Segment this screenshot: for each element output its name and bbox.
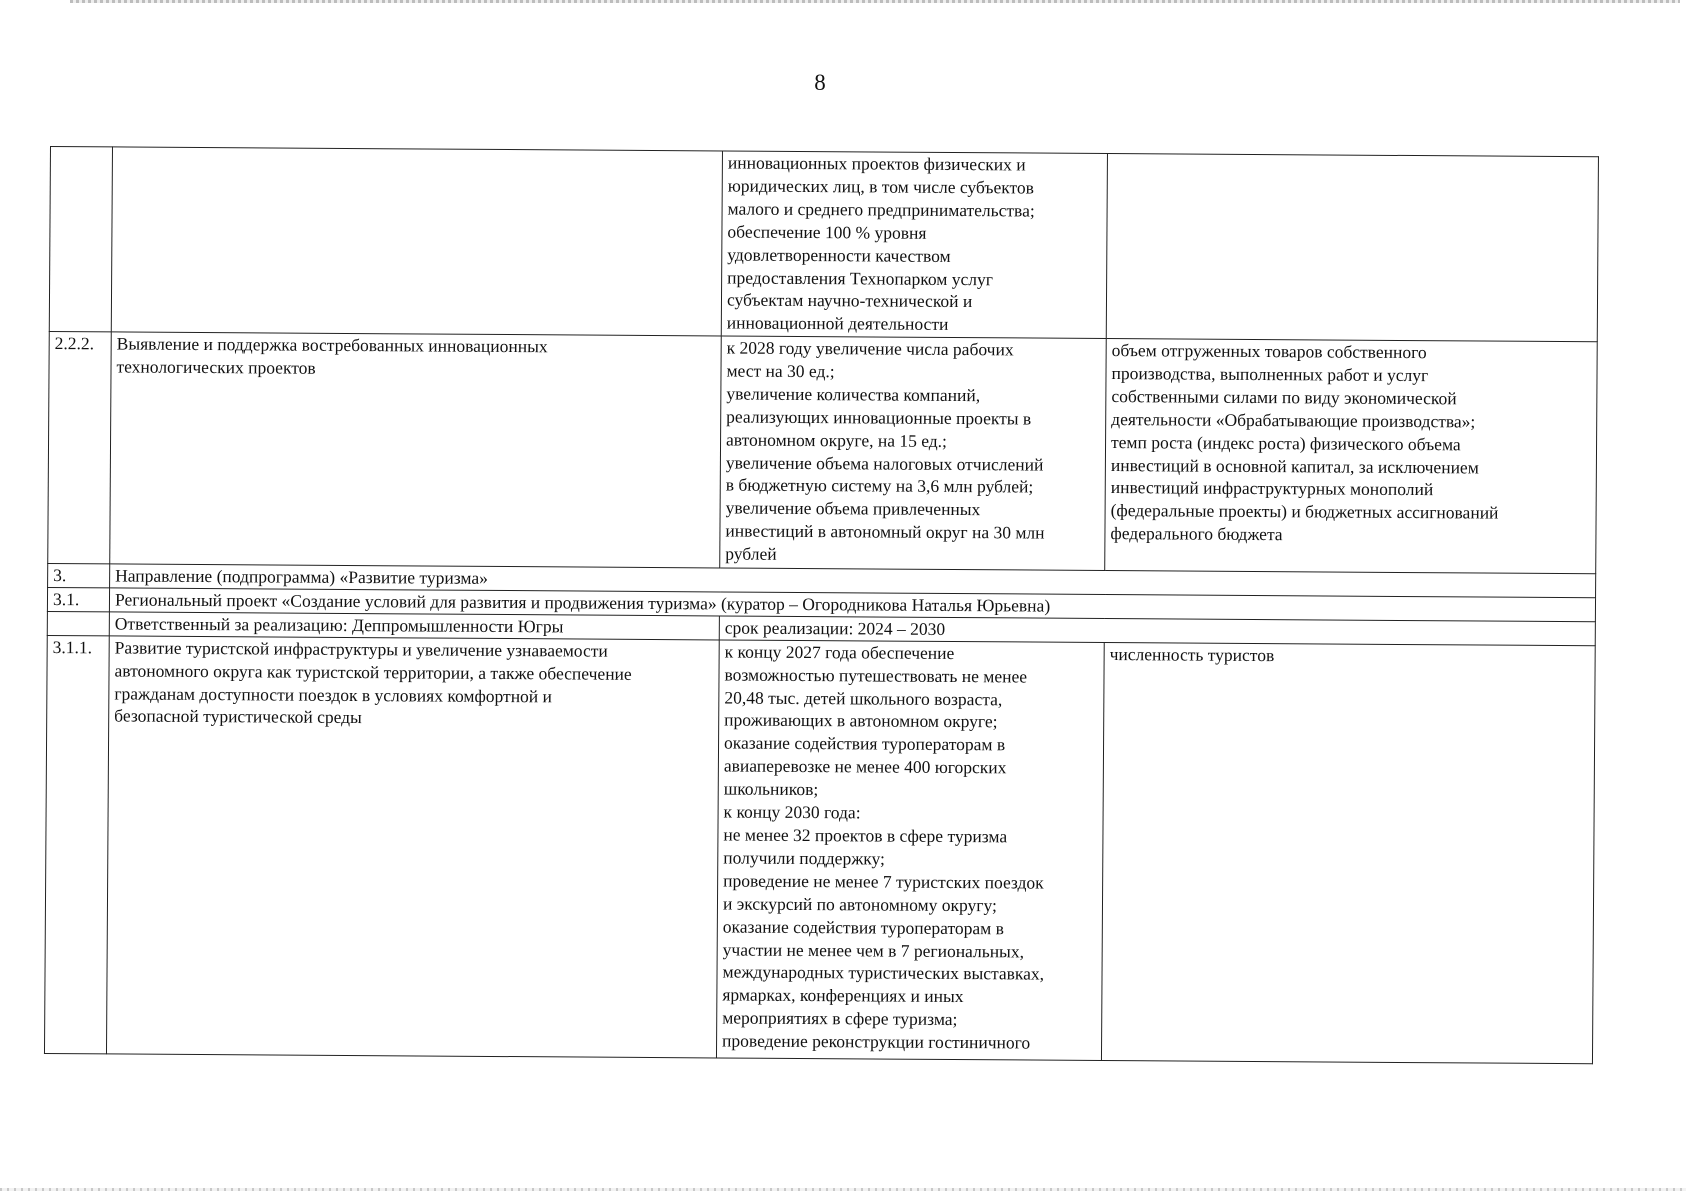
- text-line: не менее 32 проектов в сфере туризма: [723, 824, 1008, 847]
- text-line: международных туристических выставках,: [722, 961, 1045, 985]
- indicators-cell: [1101, 642, 1595, 1063]
- text-line: малого и среднего предпринимательства;: [727, 198, 1035, 221]
- text-line: объем отгруженных товаров собственного: [1111, 340, 1427, 363]
- text-line: удовлетворенности качеством: [727, 244, 951, 266]
- measures-table: [44, 146, 1599, 1064]
- text-line: инвестиций инфраструктурных монополий: [1110, 477, 1434, 500]
- scan-edge-bottom: [0, 1188, 1686, 1191]
- text-line: гражданам доступности поездок в условиях комфортной и: [114, 682, 553, 706]
- row-number-cell: 3.1.: [47, 587, 109, 611]
- text-line: к концу 2030 года:: [723, 801, 861, 823]
- text-line: проведение реконструкции гостиничного: [722, 1030, 1031, 1053]
- text-line: в бюджетную систему на 3,6 млн рублей;: [725, 474, 1034, 497]
- text-line: предоставления Технопарком услуг: [727, 267, 994, 289]
- text-line: к концу 2027 года обеспечение: [724, 641, 955, 663]
- responsible-cell: Ответственный за реализацию: Деппромышленности Югры: [109, 612, 719, 640]
- text-line: участии не менее чем в 7 региональных,: [722, 938, 1025, 961]
- table-row-3-1-1: [44, 635, 1595, 1063]
- text-line: Развитие туристской инфраструктуры и увеличение узнаваемости: [114, 637, 608, 661]
- text-line: мероприятиях в сфере туризма;: [722, 1007, 958, 1030]
- table-row-2-2-2: [48, 331, 1598, 573]
- text-line: Выявление и поддержка востребованных инновационных: [116, 333, 548, 357]
- text-line: к 2028 году увеличение числа рабочих: [726, 337, 1014, 360]
- text-line: юридических лиц, в том числе субъектов: [727, 175, 1035, 198]
- text-line: авиаперевозке не менее 400 югорских: [723, 755, 1007, 778]
- text-line: 20,48 тыс. детей школьного возраста,: [724, 687, 1003, 709]
- text-line: деятельности «Обрабатывающие производства»;: [1111, 408, 1476, 432]
- text-line: увеличение количества компаний,: [726, 383, 981, 405]
- row-number-cell: 3.: [48, 563, 110, 587]
- results-cell: [720, 336, 1107, 571]
- text-line: безопасной туристической среды: [114, 705, 362, 728]
- text-line: проведение не менее 7 туристских поездок: [723, 870, 1044, 893]
- text-line: получили поддержку;: [723, 847, 886, 869]
- results-cell: [721, 151, 1107, 339]
- text-line: инвестиций в основной капитал, за исключением: [1110, 454, 1479, 478]
- text-line: обеспечение 100 % уровня: [727, 221, 927, 243]
- text-line: ярмарках, конференциях и иных: [722, 984, 964, 1007]
- text-line: производства, выполненных работ и услуг: [1111, 362, 1429, 386]
- text-line: инновационной деятельности: [726, 312, 949, 335]
- text-line: и экскурсий по автономному округу;: [722, 893, 997, 915]
- text-line: мест на 30 ед.;: [726, 360, 835, 382]
- row-number-cell: 2.2.2.: [48, 331, 112, 563]
- text-line: инновационных проектов физических и: [727, 152, 1026, 175]
- row-number-cell: [49, 147, 112, 332]
- measure-name-cell: [111, 147, 722, 336]
- results-cell: [716, 640, 1104, 1061]
- text-line: увеличение объема привлеченных: [725, 497, 981, 520]
- text-line: возможностью путешествовать не менее: [724, 664, 1028, 687]
- row-number-cell: 3.1.1.: [44, 635, 109, 1053]
- project-title-cell: Региональный проект «Создание условий для развития и продвижения туризма» (куратор – Огородникова Наталья Юрьевна): [109, 588, 1595, 622]
- text-line: темп роста (индекс роста) физического объема: [1110, 431, 1461, 454]
- text-line: (федеральные проекты) и бюджетных ассигнований: [1110, 500, 1499, 523]
- text-line: оказание содействия туроператорам в: [722, 916, 1004, 938]
- text-line: численность туристов: [1109, 643, 1275, 665]
- term-cell: срок реализации: 2024 – 2030: [719, 616, 1595, 646]
- row-number-cell: [47, 611, 109, 635]
- text-line: оказание содействия туроператорам в: [723, 732, 1006, 755]
- text-line: автономном округе, на 15 ед.;: [726, 429, 948, 451]
- measure-name-cell: [110, 332, 722, 568]
- text-line: проживающих в автономном округе;: [724, 709, 998, 732]
- text-line: рублей: [725, 543, 777, 564]
- text-line: автономного округа как туристской территории, а также обеспечение: [114, 660, 632, 684]
- page-number: 8: [814, 70, 826, 95]
- text-line: собственными силами по виду экономической: [1111, 385, 1457, 409]
- text-line: инвестиций в автономный округ на 30 млн: [725, 520, 1045, 543]
- text-line: субъектам научно-технической и: [726, 289, 973, 312]
- indicators-cell: [1106, 154, 1598, 342]
- text-line: школьников;: [723, 778, 819, 800]
- scan-edge-top: [70, 0, 1680, 3]
- text-line: федерального бюджета: [1110, 523, 1283, 545]
- indicators-cell: [1105, 339, 1598, 574]
- measure-name-cell: [106, 636, 719, 1058]
- text-line: увеличение объема налоговых отчислений: [725, 452, 1044, 475]
- text-line: реализующих инновационные проекты в: [726, 406, 1032, 429]
- text-line: технологических проектов: [116, 356, 316, 378]
- table-row-continuation: [49, 147, 1598, 342]
- direction-title-cell: Направление (подпрограмма) «Развитие туризма»: [110, 564, 1596, 598]
